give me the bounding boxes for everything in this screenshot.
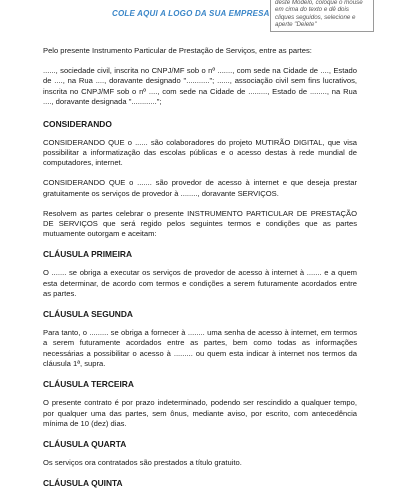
logo-placeholder: COLE AQUI A LOGO DA SUA EMPRESA bbox=[112, 9, 270, 18]
clausula-quarta-text: Os serviços ora contratados são prestados a título gratuito. bbox=[43, 457, 242, 467]
clausula-segunda-heading: CLÁUSULA SEGUNDA bbox=[43, 309, 133, 319]
clausula-quinta-heading: CLÁUSULA QUINTA bbox=[43, 477, 123, 488]
considerando-paragraph-1: CONSIDERANDO QUE o ...... são colaboradores do projeto MUTIRÃO DIGITAL, que visa possibilitar a informatização das escolas públicas e o acesso destas à rede mundial de computadores, internet. bbox=[43, 137, 357, 168]
parties-paragraph: ......, sociedade civil, inscrita no CNPJ/MF sob o nº ......., com sede na Cidade de ...., Estado de ...., na Rua ...., doravante designado "..........."; ......, associação civil sem fins lucrativos, inscrita no CNPJ/MF sob o nº ...., com sede na Cidade de ........., Estado de ........, na Rua ...., doravante designada "............"; bbox=[43, 65, 357, 107]
considerando-paragraph-2: CONSIDERANDO QUE o ....... são provedor de acesso à internet e que deseja prestar gratuitamente os serviços de provedor à ........, doravante SERVIÇOS. bbox=[43, 178, 357, 198]
instruction-hint-box: deste Modelo, coloque o mouse em cima do texto e dê dois cliques seguidos, selecione e aperte "Delete" bbox=[270, 0, 374, 32]
clausula-terceira-heading: CLÁUSULA TERCEIRA bbox=[43, 379, 134, 390]
clausula-segunda-text: Para tanto, o ......... se obriga a fornecer à ........ uma senha de acesso à internet, em termos a serem futuramente acordados entre as partes, bem como todas as informações necessárias a possibilitar o acesso à ......... ou quem esta indicar à internet nos termos da cláusula 1ª, supra. bbox=[43, 328, 357, 369]
clausula-quarta-heading: CLÁUSULA QUARTA bbox=[43, 438, 127, 449]
intro-paragraph: Pelo presente Instrumento Particular de Prestação de Serviços, entre as partes: bbox=[43, 46, 312, 55]
considerando-heading: CONSIDERANDO bbox=[43, 118, 112, 129]
document-header bbox=[0, 0, 400, 29]
contract-body bbox=[43, 46, 357, 497]
clausula-primeira-heading: CLÁUSULA PRIMEIRA bbox=[43, 249, 133, 260]
clausula-terceira-text: O presente contrato é por prazo indeterminado, podendo ser rescindido a qualquer tempo, por qualquer uma das partes, sem ônus, mediante aviso, por escrito, com antecedência mínima de 10 (dez) dias. bbox=[43, 398, 357, 428]
resolvem-paragraph: Resolvem as partes celebrar o presente INSTRUMENTO PARTICULAR DE PRESTAÇÃO DE SERVIÇOS que será regido pelos seguintes termos e condições que as partes mutuamente outorgam e aceitam: bbox=[43, 208, 357, 239]
clausula-primeira-text: O ....... se obriga a executar os serviços de provedor de acesso à internet à ....... e a quem esta determinar, de acordo com termos e condições a serem futuramente acordados entre as partes. bbox=[43, 268, 357, 299]
